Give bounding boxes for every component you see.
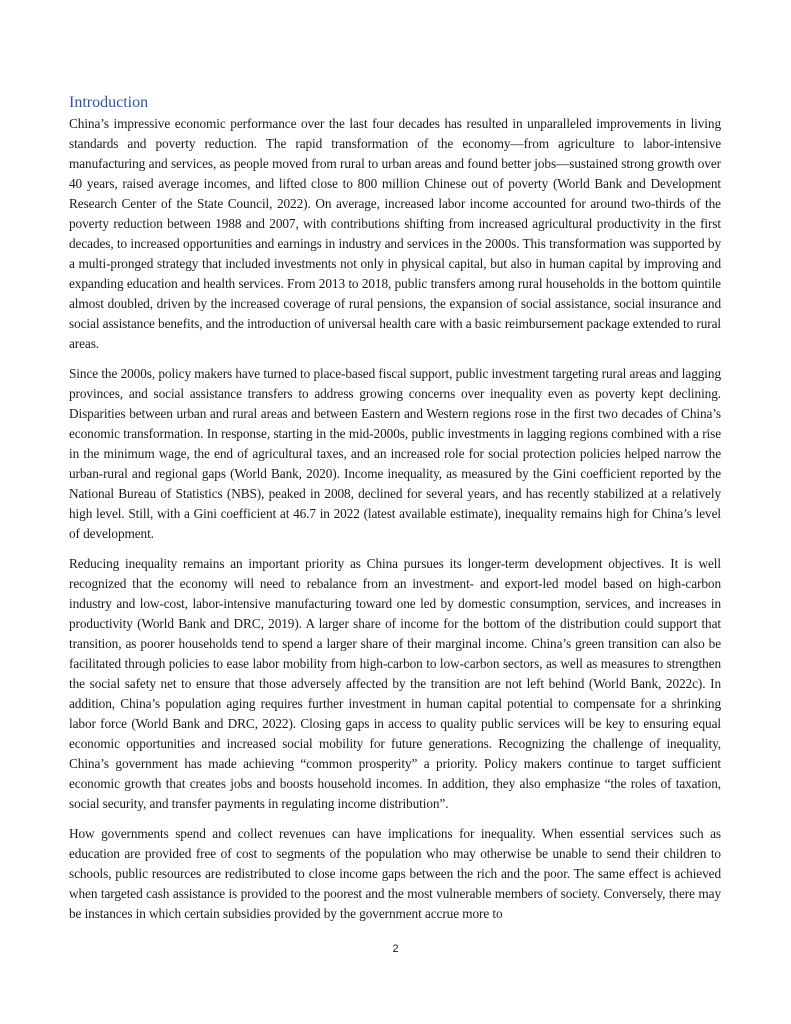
body-text <box>69 114 721 934</box>
paragraph: Reducing inequality remains an important priority as China pursues its longer-term development objectives. It is well recognized that the economy will need to rebalance from an investment- and export-led model based on high-carbon industry and low-cost, labor-intensive manufacturing toward one led by domestic consumption, services, and increases in productivity (World Bank and DRC, 2019). A larger share of income for the bottom of the distribution could support that transition, as poorer households tend to spend a larger share of their marginal income. China’s green transition can also be facilitated through policies to ease labor mobility from high-carbon to low-carbon sectors, as well as measures to strengthen the social safety net to ensure that those adversely affected by the transition are not left behind (World Bank, 2022c). In addition, China’s population aging requires further investment in human capital potential to compensate for a shrinking labor force (World Bank and DRC, 2022). Closing gaps in access to quality public services will be key to ensuring equal economic opportunities and increased social mobility for future generations. Recognizing the challenge of inequality, China’s government has made achieving “common prosperity” a priority. Policy makers continue to target sufficient economic growth that creates jobs and boosts household incomes. In addition, they also emphasize “the roles of taxation, social security, and transfer payments in regulating income distribution”. <box>69 556 721 811</box>
paragraph: China’s impressive economic performance over the last four decades has resulted in unparalleled improvements in living standards and poverty reduction. The rapid transformation of the economy—from agriculture to labor-intensive manufacturing and services, as people moved from rural to urban areas and found better jobs—sustained strong growth over 40 years, raised average incomes, and lifted close to 800 million Chinese out of poverty (World Bank and Development Research Center of the State Council, 2022). On average, increased labor income accounted for around two-thirds of the poverty reduction between 1988 and 2007, with contributions shifting from increased agricultural productivity in the first decades, to increased opportunities and earnings in industry and services in the 2000s. This transformation was supported by a multi-pronged strategy that included investments not only in physical capital, but also in human capital by improving and expanding education and health services. From 2013 to 2018, public transfers among rural households in the bottom quintile almost doubled, driven by the increased coverage of rural pensions, the expansion of social assistance, social insurance and social assistance benefits, and the introduction of universal health care with a basic reimbursement package extended to rural areas. <box>69 116 721 351</box>
paragraph: How governments spend and collect revenues can have implications for inequality. When essential services such as education are provided free of cost to segments of the population who may otherwise be unable to send their children to schools, public resources are redistributed to close income gaps between the rich and the poor. The same effect is achieved when targeted cash assistance is provided to the poorest and the most vulnerable members of society. Conversely, there may be instances in which certain subsidies provided by the government accrue more to <box>69 826 721 921</box>
paragraph: Since the 2000s, policy makers have turned to place-based fiscal support, public investment targeting rural areas and lagging provinces, and social assistance transfers to address growing concerns over inequality even as poverty kept declining. Disparities between urban and rural areas and between Eastern and Western regions rose in the first two decades of China’s economic transformation. In response, starting in the mid-2000s, public investments in lagging regions combined with a rise in the minimum wage, the end of agricultural taxes, and an increased role for social protection policies helped narrow the urban-rural and regional gaps (World Bank, 2020). Income inequality, as measured by the Gini coefficient reported by the National Bureau of Statistics (NBS), peaked in 2008, declined for several years, and has recently stabilized at a relatively high level. Still, with a Gini coefficient at 46.7 in 2022 (latest available estimate), inequality remains high for China’s level of development. <box>69 366 721 541</box>
section-heading: Introduction <box>69 94 149 111</box>
page-number: 2 <box>392 943 399 955</box>
